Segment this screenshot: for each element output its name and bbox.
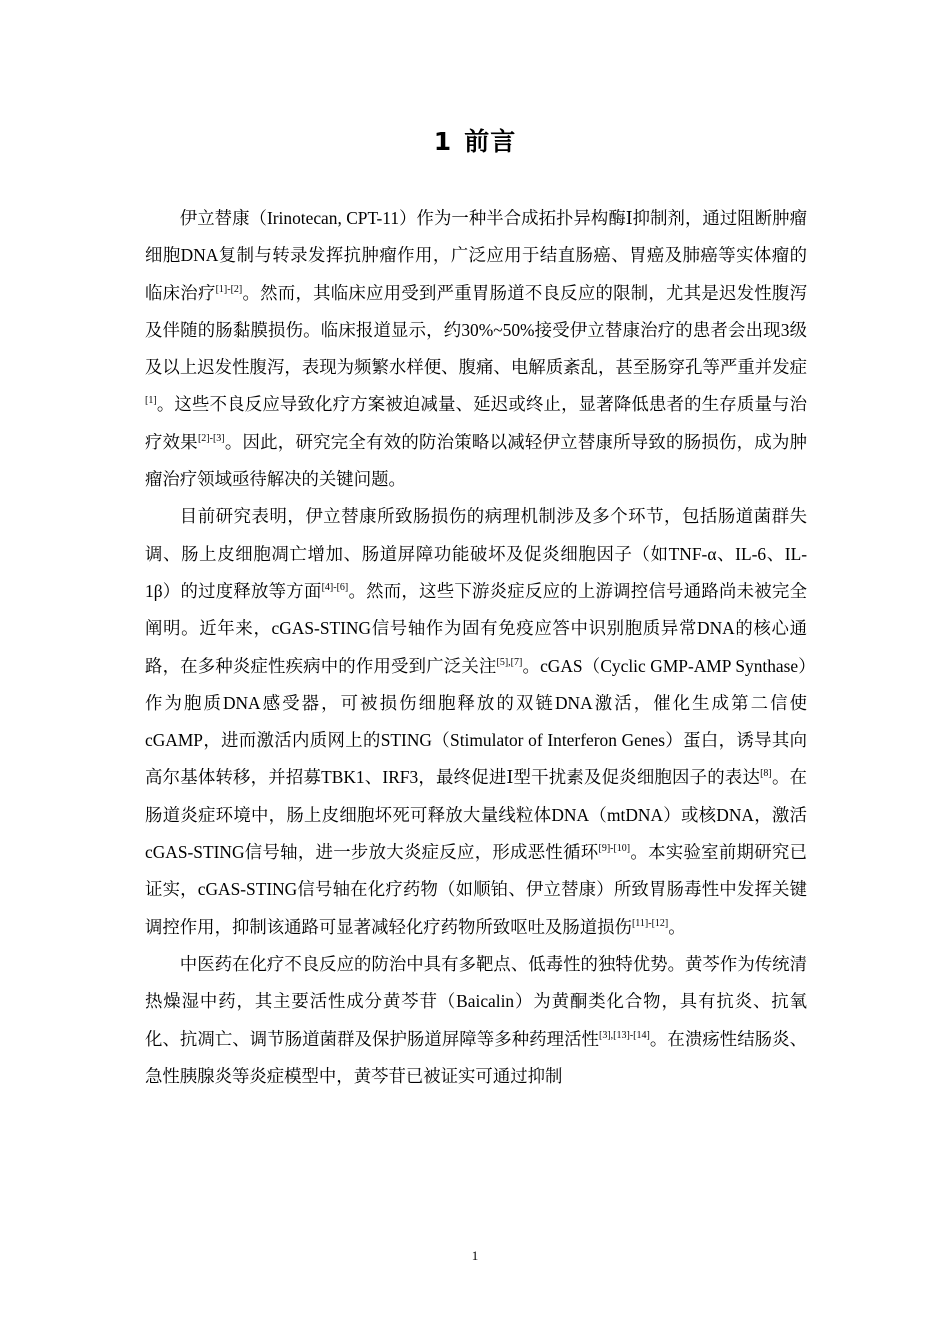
paragraph-1 [145,200,807,498]
text-segment: 。然而，其临床应用受到严重胃肠道不良反应的限制，尤其是迟发性腹泻及伴随的肠黏膜损伤。临床报道显示，约30%~50%接受伊立替康治疗的患者会出现3级及以上迟发性腹泻，表现为频繁水样便、腹痛、电解质紊乱，甚至肠穿孔等严重并发症 [145,282,807,378]
text-segment: 。cGAS（Cyclic GMP-AMP Synthase）作为胞质DNA感受器，可被损伤细胞释放的双链DNA激活，催化生成第二信使cGAMP，进而激活内质网上的STING（Stimulator of Interferon Genes）蛋白，诱导其向高尔基体转移，并招募TBK1、IRF3，最终促进Ⅰ型干扰素及促炎细胞因子的表达 [145,655,807,788]
body-text [145,200,807,1095]
citation: [4]-[6] [321,581,349,593]
text-segment: 。 [668,916,686,937]
citation: [9]-[10] [598,843,631,855]
text-segment: 伊立替康（Irinotecan, CPT-11）作为一种半合成拓扑异构酶Ⅰ抑制剂，通过阻断肿瘤细胞DNA复制与转录发挥抗肿瘤作用，广泛应用于结直肠癌、胃癌及肺癌等实体瘤的临床治疗 [145,208,807,303]
paragraph-3 [145,946,807,1095]
text-segment: 。在溃疡性结肠炎、急性胰腺炎等炎症模型中，黄芩苷已被证实可通过抑制 [145,1028,807,1086]
citation: [2]-[3] [197,432,225,444]
text-segment: 目前研究表明，伊立替康所致肠损伤的病理机制涉及多个环节，包括肠道菌群失调、肠上皮细胞凋亡增加、肠道屏障功能破坏及促炎细胞因子（如TNF-α、IL-6、IL-1β）的过度释放等方面 [145,506,807,601]
text-segment: 。在肠道炎症环境中，肠上皮细胞坏死可释放大量线粒体DNA（mtDNA）或核DNA，激活cGAS-STING信号轴，进一步放大炎症反应，形成恶性循环 [145,767,807,863]
text-segment: 。然而，这些下游炎症反应的上游调控信号通路尚未被完全阐明。近年来，cGAS-STING信号轴作为固有免疫应答中识别胞质异常DNA的核心通路，在多种炎症性疾病中的作用受到广泛关注 [145,580,807,676]
citation: [1]-[2] [215,283,243,295]
section-heading [0,122,950,158]
section-number: 1 [433,127,453,156]
paragraph-2 [145,498,807,946]
page-number: 1 [471,1248,479,1263]
citation: [8] [760,768,772,780]
text-segment: 。因此，研究完全有效的防治策略以减轻伊立替康所导致的肠损伤，成为肿瘤治疗领域亟待解决的关键问题。 [145,431,807,490]
citation: [11]-[12] [631,917,669,929]
section-title: 前言 [464,127,517,156]
text-segment: 。这些不良反应导致化疗方案被迫减量、延迟或终止，显著降低患者的生存质量与治疗效果 [145,394,807,452]
citation: [1] [145,395,157,407]
citation: [5],[7] [496,656,523,668]
text-segment: 。本实验室前期研究已证实，cGAS-STING信号轴在化疗药物（如顺铂、伊立替康）所致胃肠毒性中发挥关键调控作用，抑制该通路可显著减轻化疗药物所致呕吐及肠道损伤 [145,842,807,937]
text-segment: 中医药在化疗不良反应的防治中具有多靶点、低毒性的独特优势。黄芩作为传统清热燥湿中药，其主要活性成分黄芩苷（Baicalin）为黄酮类化合物，具有抗炎、抗氧化、抗凋亡、调节肠道菌群及保护肠道屏障等多种药理活性 [145,953,807,1049]
citation: [3],[13]-[14] [599,1029,650,1041]
